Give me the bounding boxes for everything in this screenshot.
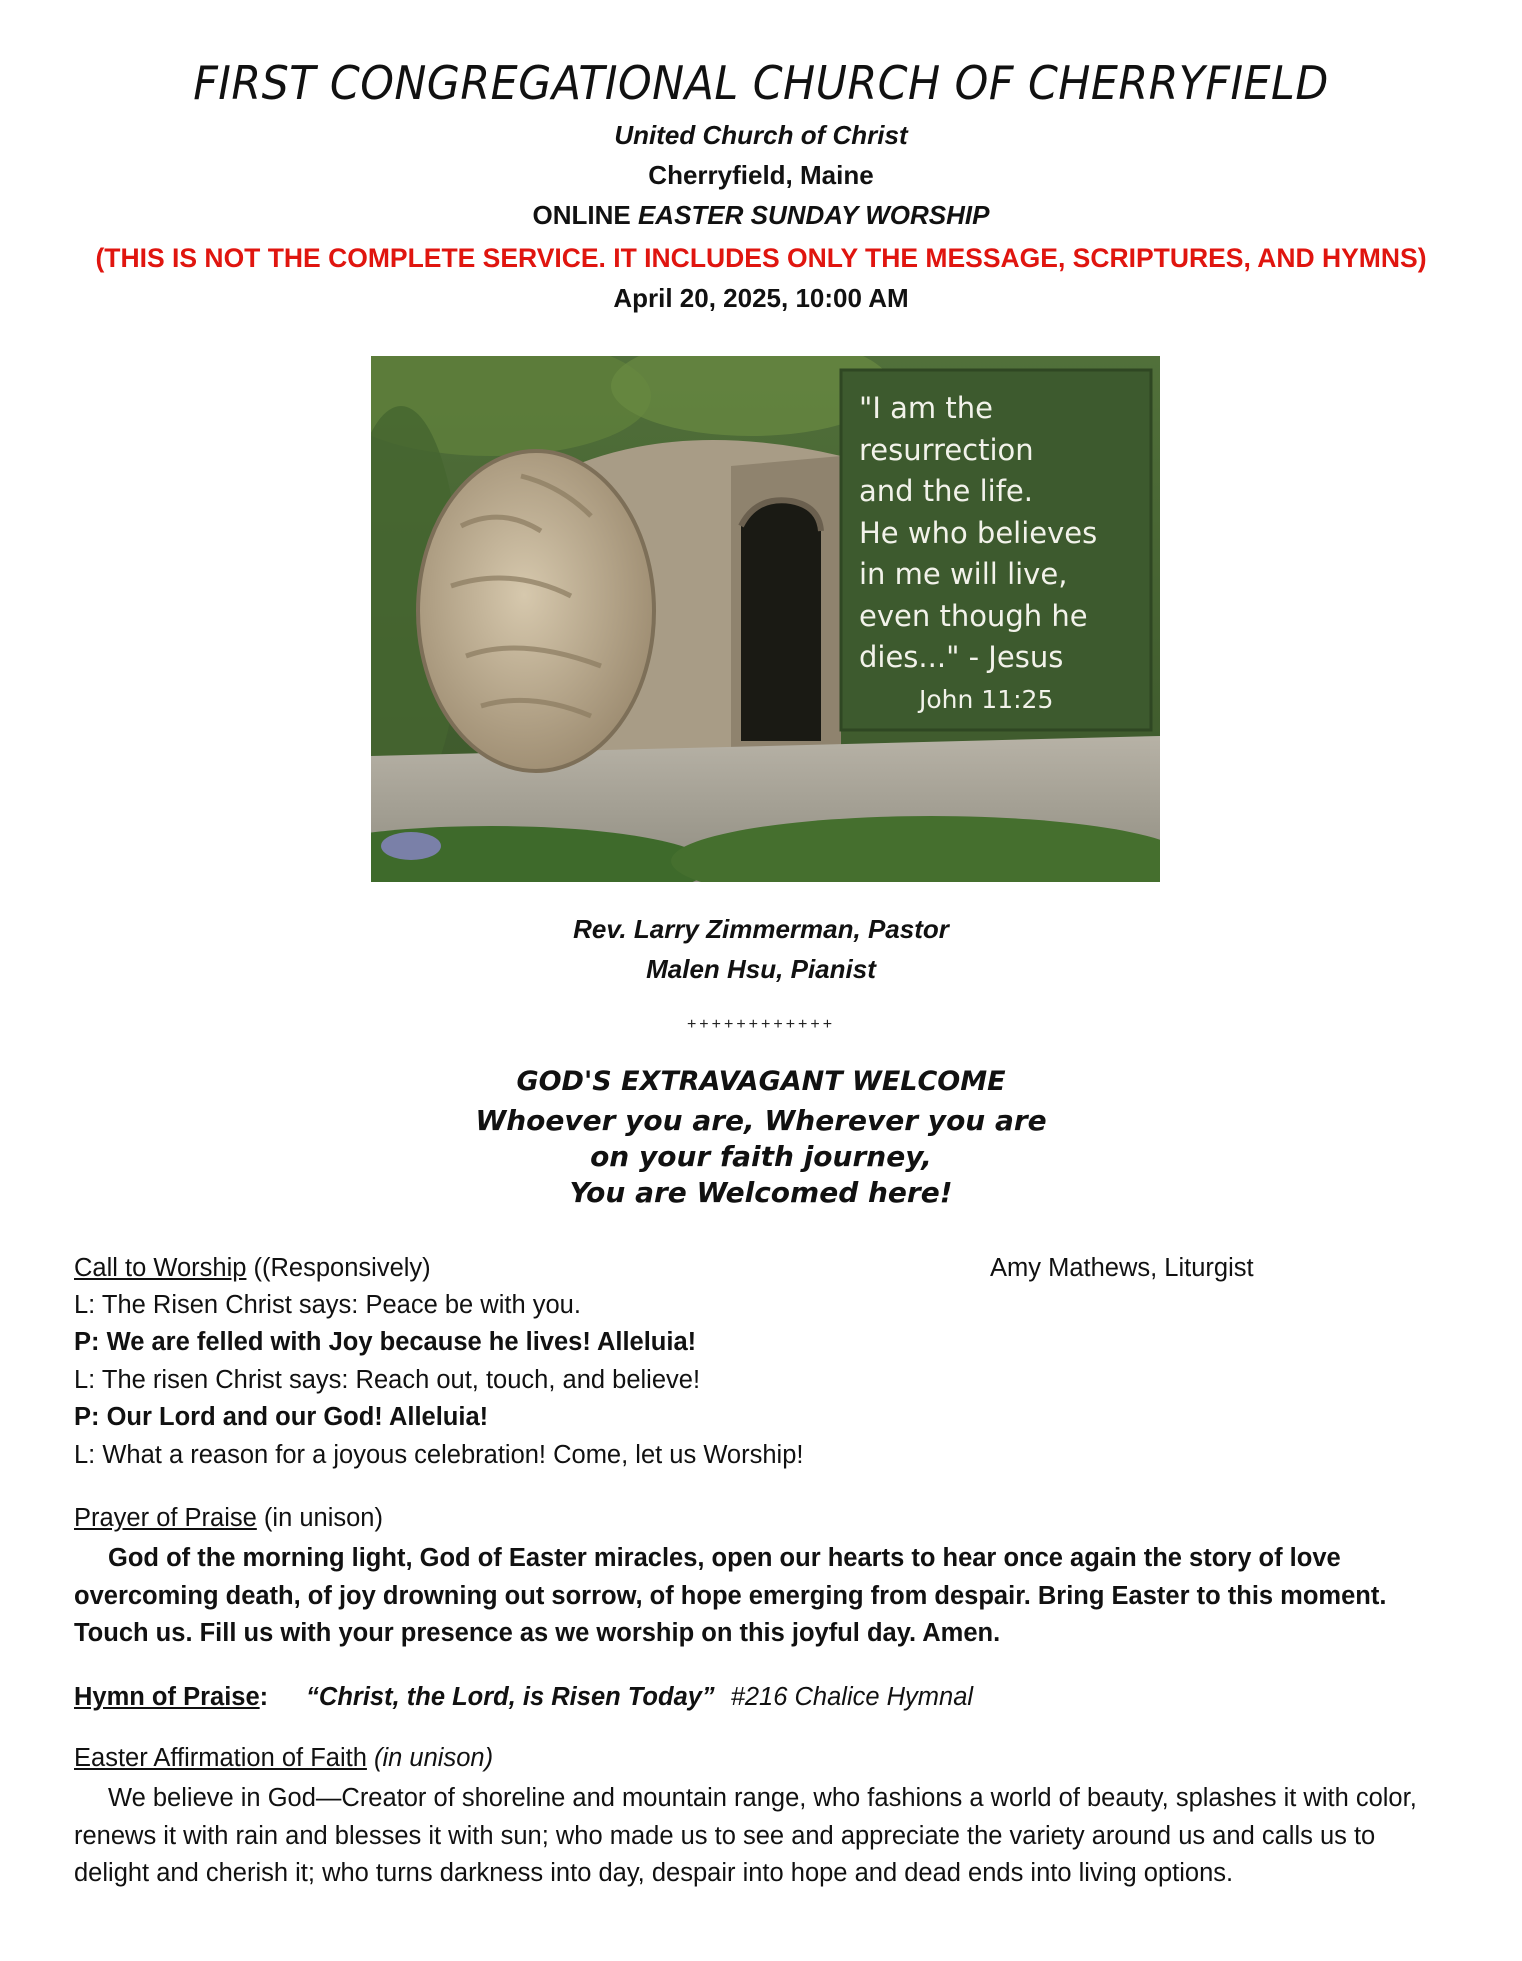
hymn-title: “Christ, the Lord, is Risen Today” (306, 1683, 715, 1711)
rolled-stone (418, 451, 654, 771)
hymn-of-praise (74, 1683, 973, 1712)
prayer-of-praise-text: God of the morning light, God of Easter miracles, open our hearts to hear once again the story of love overcoming death, of joy drowning out sorrow, of hope emerging from despair. Bring Easter to this moment. Touch us. Fill us with your presence as we worship on this joyful day. Amen. (74, 1544, 1387, 1647)
litany-line: L: The Risen Christ says: Peace be with you. (74, 1291, 581, 1319)
welcome-line: You are Welcomed here! (569, 1176, 953, 1209)
service-prefix: ONLINE (532, 200, 638, 230)
section-title: Prayer of Praise (74, 1504, 257, 1532)
hymn-colon: : (259, 1683, 269, 1711)
service-title: EASTER SUNDAY WORSHIP (637, 200, 990, 230)
quote-line: dies..." - Jesus (859, 640, 1064, 674)
service-date: April 20, 2025, 10:00 AM (613, 283, 909, 313)
quote-line: resurrection (859, 433, 1034, 467)
litany-line: P: Our Lord and our God! Alleluia! (74, 1403, 489, 1431)
welcome-line: on your faith journey, (590, 1140, 932, 1173)
denomination: United Church of Christ (614, 120, 908, 150)
church-location: Cherryfield, Maine (648, 160, 874, 190)
church-title: FIRST CONGREGATIONAL CHURCH OF CHERRYFIELD (193, 56, 1329, 110)
affirmation-heading (74, 1744, 493, 1773)
call-to-worship-heading (74, 1254, 431, 1283)
litany-line: L: The risen Christ says: Reach out, touch, and believe! (74, 1366, 701, 1394)
service-notice: (THIS IS NOT THE COMPLETE SERVICE. IT INCLUDES ONLY THE MESSAGE, SCRIPTURES, AND HYMNS) (95, 243, 1427, 273)
section-mode: ((Responsively) (246, 1254, 431, 1282)
pastor-name: Rev. Larry Zimmerman, Pastor (573, 914, 949, 944)
section-divider: ++++++++++++ (686, 1016, 836, 1033)
welcome-title: GOD'S EXTRAVAGANT WELCOME (516, 1066, 1006, 1097)
litany-line: L: What a reason for a joyous celebration! Come, let us Worship! (74, 1441, 804, 1469)
quote-reference: John 11:25 (919, 685, 1054, 714)
litany-line: P: We are felled with Joy because he lives! Alleluia! (74, 1328, 697, 1356)
liturgist-name: Amy Mathews, Liturgist (990, 1254, 1254, 1282)
quote-line: in me will live, (859, 557, 1068, 591)
welcome-line: Whoever you are, Wherever you are (475, 1104, 1047, 1137)
section-mode: (in unison) (256, 1504, 383, 1532)
empty-tomb-image (371, 356, 1160, 882)
prayer-of-praise-heading (74, 1504, 383, 1533)
section-mode: (in unison) (366, 1744, 494, 1772)
hymn-number: #216 Chalice Hymnal (730, 1683, 974, 1711)
section-title: Call to Worship (74, 1254, 247, 1282)
section-title: Easter Affirmation of Faith (74, 1744, 367, 1772)
quote-line: "I am the (859, 391, 993, 425)
pianist-name: Malen Hsu, Pianist (646, 954, 876, 984)
quote-line: He who believes (859, 516, 1098, 550)
service-name (0, 200, 1522, 231)
tomb-doorway (741, 500, 821, 741)
affirmation-text: We believe in God—Creator of shoreline and mountain range, who fashions a world of beauty, splashes it with color, renews it with rain and blesses it with sun; who made us to see and appreciate the variety around us and calls us to delight and cherish it; who turns darkness into day, despair into hope and dead ends into living options. (74, 1784, 1417, 1887)
quote-line: and the life. (859, 474, 1033, 508)
quote-line: even though he (859, 599, 1088, 633)
flowers (381, 832, 441, 860)
section-title: Hymn of Praise (74, 1683, 260, 1711)
